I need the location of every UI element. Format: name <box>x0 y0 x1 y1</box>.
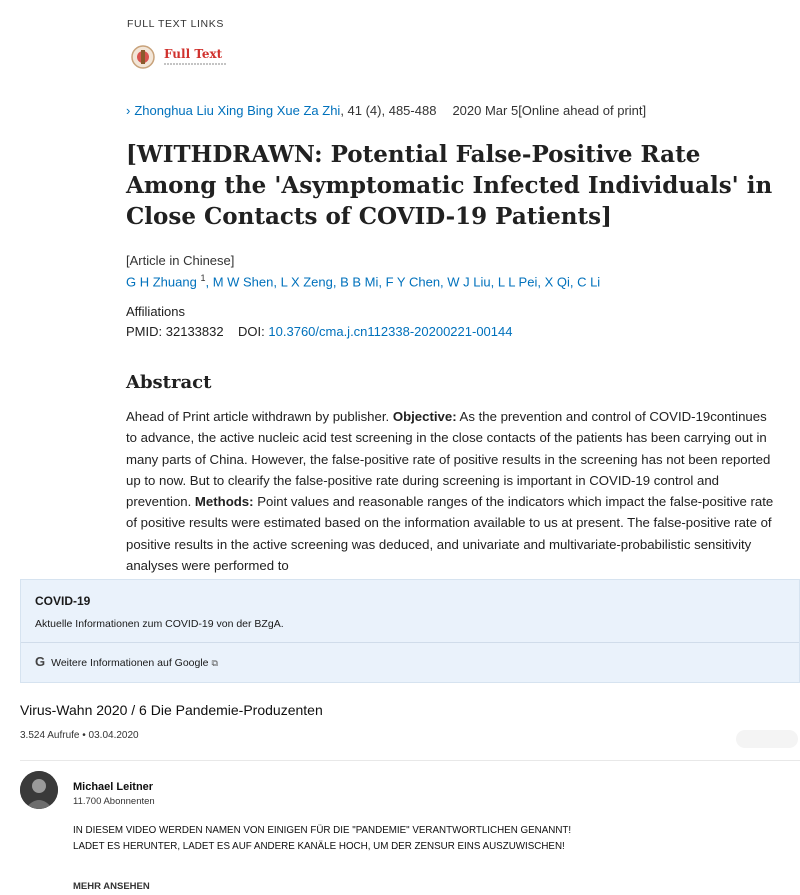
chevron-right-icon: › <box>126 103 131 118</box>
journal-link[interactable]: Zhonghua Liu Xing Bing Xue Za Zhi <box>134 103 341 118</box>
avatar-portrait-icon <box>20 771 58 809</box>
objective-label: Objective: <box>392 409 457 424</box>
google-info-link[interactable] <box>35 654 218 669</box>
panel-divider <box>21 642 799 643</box>
language-note: [Article in Chinese] <box>126 253 235 268</box>
google-info-link-text[interactable]: Weitere Informationen auf Google <box>51 657 209 669</box>
external-link-icon: ⧉ <box>211 658 218 668</box>
article-title: [WITHDRAWN: Potential False-Positive Rate Among the 'Asymptomatic Infected Individuals' in Close Contacts of COVID-19 Patients] <box>126 141 773 230</box>
identifiers <box>126 324 512 339</box>
pmid-label: PMID: <box>126 324 163 339</box>
author-link[interactable]: G H Zhuang <box>126 274 197 290</box>
full-text-links-label: FULL TEXT LINKS <box>127 18 224 30</box>
abstract-heading: Abstract <box>126 372 212 393</box>
publication-date: 2020 Mar 5[Online ahead of print] <box>452 103 647 118</box>
doi-link[interactable]: 10.3760/cma.j.cn112338-20200221-00144 <box>268 324 513 339</box>
methods-text: Point values and reasonable ranges of the indicators which impact the false-positive rate of positive results were estimated based on the information available to us at present. The false-positive rate of positive results in the active screening was deduced, and univariate and multivariate-probabilistic sensitivity analyses were performed to <box>126 494 774 574</box>
authors-list <box>126 273 600 289</box>
covid-info-panel <box>20 579 800 683</box>
methods-label: Methods: <box>194 494 254 510</box>
doi-label: DOI: <box>238 324 265 339</box>
video-meta: 3.524 Aufrufe • 03.04.2020 <box>20 730 139 741</box>
full-text-logo-text: Full Text <box>164 47 223 61</box>
pmid-value: 32133832 <box>165 324 224 339</box>
abstract-intro: Ahead of Print article withdrawn by publisher. <box>126 409 393 424</box>
objective-text: As the prevention and control of COVID-19continues to advance, the active nucleic acid test screening in the close contacts of the patients has been carrying out in many parts of China. However, the false-positive rate of positive results in the screening has not been reported up to now. But to clearify the false-positive rate during screening is important in COVID-19 control and prevention. <box>126 409 771 510</box>
google-icon: G <box>35 654 46 669</box>
affiliation-superscript[interactable]: 1 <box>200 273 206 283</box>
author-links[interactable]: , M W Shen, L X Zeng, B B Mi, F Y Chen, W J Liu, L L Pei, X Qi, C Li <box>205 274 601 290</box>
abstract-text <box>126 406 774 578</box>
affiliations-toggle[interactable]: Affiliations <box>126 304 186 319</box>
volume-pages: , 41 (4), 485-488 <box>340 103 437 118</box>
blurred-actions <box>736 730 798 748</box>
channel-name[interactable]: Michael Leitner <box>73 781 154 793</box>
video-title: Virus-Wahn 2020 / 6 Die Pandemie-Produzenten <box>20 702 323 718</box>
covid-panel-description: Aktuelle Informationen zum COVID-19 von der BZgA. <box>35 618 284 630</box>
subscriber-count: 11.700 Abonnenten <box>73 796 155 807</box>
video-description: IN DIESEM VIDEO WERDEN NAMEN VON EINIGEN FÜR DIE "PANDEMIE" VERANTWORTLICHEN GENANNT! LADET ES HERUNTER, LADET ES AUF ANDERE KANÄLE HOCH, UM DER ZENSUR EINS AUSZUWISCHEN! <box>73 825 572 852</box>
full-text-logo-link[interactable] <box>130 44 234 70</box>
covid-panel-title: COVID-19 <box>35 594 91 608</box>
separator <box>20 760 800 761</box>
channel-avatar[interactable] <box>20 771 58 809</box>
citation <box>126 103 646 118</box>
show-more-button[interactable]: MEHR ANSEHEN <box>73 881 150 892</box>
